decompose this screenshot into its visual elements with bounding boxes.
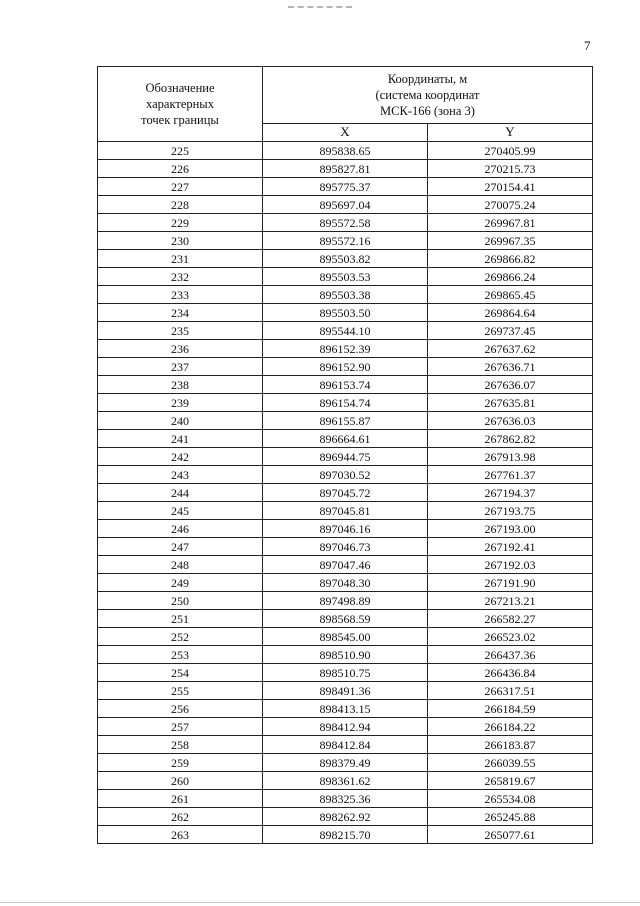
- x-coordinate-cell: 898361.62: [263, 772, 428, 790]
- x-coordinate-cell: 895572.58: [263, 214, 428, 232]
- x-coordinate-cell: 896155.87: [263, 412, 428, 430]
- table-row: [98, 520, 593, 538]
- point-id-cell: 239: [98, 394, 263, 412]
- table-row: [98, 628, 593, 646]
- point-id-cell: 244: [98, 484, 263, 502]
- point-id-cell: 256: [98, 700, 263, 718]
- table-row: [98, 160, 593, 178]
- header-x: X: [263, 123, 428, 141]
- header-y: Y: [428, 123, 593, 141]
- point-id-cell: 228: [98, 196, 263, 214]
- point-id-cell: 254: [98, 664, 263, 682]
- x-coordinate-cell: 898262.92: [263, 808, 428, 826]
- y-coordinate-cell: 266317.51: [428, 682, 593, 700]
- y-coordinate-cell: 270154.41: [428, 178, 593, 196]
- x-coordinate-cell: 895503.53: [263, 268, 428, 286]
- x-coordinate-cell: 895775.37: [263, 178, 428, 196]
- y-coordinate-cell: 266523.02: [428, 628, 593, 646]
- table-row: [98, 322, 593, 340]
- y-coordinate-cell: 269866.24: [428, 268, 593, 286]
- point-id-cell: 229: [98, 214, 263, 232]
- point-id-cell: 250: [98, 592, 263, 610]
- table-row: [98, 718, 593, 736]
- x-coordinate-cell: 898545.00: [263, 628, 428, 646]
- y-coordinate-cell: 266437.36: [428, 646, 593, 664]
- point-id-cell: 260: [98, 772, 263, 790]
- y-coordinate-cell: 270075.24: [428, 196, 593, 214]
- header-boundary-points: Обозначение характерных точек границы: [98, 67, 263, 142]
- point-id-cell: 232: [98, 268, 263, 286]
- x-coordinate-cell: 898215.70: [263, 826, 428, 844]
- table-row: [98, 178, 593, 196]
- x-coordinate-cell: 895572.16: [263, 232, 428, 250]
- table-row: [98, 808, 593, 826]
- table-row: [98, 664, 593, 682]
- point-id-cell: 252: [98, 628, 263, 646]
- table-row: [98, 790, 593, 808]
- x-coordinate-cell: 896153.74: [263, 376, 428, 394]
- y-coordinate-cell: 265819.67: [428, 772, 593, 790]
- table-row: [98, 592, 593, 610]
- table-row: [98, 700, 593, 718]
- y-coordinate-cell: 267193.00: [428, 520, 593, 538]
- coordinates-table-body: [98, 142, 593, 844]
- point-id-cell: 262: [98, 808, 263, 826]
- y-coordinate-cell: 267636.07: [428, 376, 593, 394]
- point-id-cell: 258: [98, 736, 263, 754]
- y-coordinate-cell: 266436.84: [428, 664, 593, 682]
- x-coordinate-cell: 898510.90: [263, 646, 428, 664]
- table-row: [98, 484, 593, 502]
- x-coordinate-cell: 898325.36: [263, 790, 428, 808]
- x-coordinate-cell: 896944.75: [263, 448, 428, 466]
- y-coordinate-cell: 269967.81: [428, 214, 593, 232]
- x-coordinate-cell: 897046.73: [263, 538, 428, 556]
- x-coordinate-cell: 897048.30: [263, 574, 428, 592]
- x-coordinate-cell: 898379.49: [263, 754, 428, 772]
- point-id-cell: 227: [98, 178, 263, 196]
- table-row: [98, 232, 593, 250]
- x-coordinate-cell: 895697.04: [263, 196, 428, 214]
- table-row: [98, 268, 593, 286]
- y-coordinate-cell: 267913.98: [428, 448, 593, 466]
- table-row: [98, 772, 593, 790]
- x-coordinate-cell: 898510.75: [263, 664, 428, 682]
- point-id-cell: 236: [98, 340, 263, 358]
- point-id-cell: 235: [98, 322, 263, 340]
- y-coordinate-cell: 267636.71: [428, 358, 593, 376]
- point-id-cell: 251: [98, 610, 263, 628]
- point-id-cell: 240: [98, 412, 263, 430]
- y-coordinate-cell: 266184.59: [428, 700, 593, 718]
- x-coordinate-cell: 898491.36: [263, 682, 428, 700]
- point-id-cell: 246: [98, 520, 263, 538]
- x-coordinate-cell: 897030.52: [263, 466, 428, 484]
- table-row: [98, 358, 593, 376]
- table-row: [98, 574, 593, 592]
- y-coordinate-cell: 265534.08: [428, 790, 593, 808]
- x-coordinate-cell: 896664.61: [263, 430, 428, 448]
- table-row: [98, 682, 593, 700]
- table-row: [98, 286, 593, 304]
- y-coordinate-cell: 267194.37: [428, 484, 593, 502]
- point-id-cell: 248: [98, 556, 263, 574]
- x-coordinate-cell: 897045.72: [263, 484, 428, 502]
- x-coordinate-cell: 895544.10: [263, 322, 428, 340]
- table-row: [98, 502, 593, 520]
- y-coordinate-cell: 267193.75: [428, 502, 593, 520]
- point-id-cell: 237: [98, 358, 263, 376]
- y-coordinate-cell: 269967.35: [428, 232, 593, 250]
- point-id-cell: 234: [98, 304, 263, 322]
- point-id-cell: 233: [98, 286, 263, 304]
- table-row: [98, 430, 593, 448]
- point-id-cell: 257: [98, 718, 263, 736]
- y-coordinate-cell: 266184.22: [428, 718, 593, 736]
- x-coordinate-cell: 896152.39: [263, 340, 428, 358]
- table-row: [98, 142, 593, 160]
- x-coordinate-cell: 895503.82: [263, 250, 428, 268]
- y-coordinate-cell: 270405.99: [428, 142, 593, 160]
- y-coordinate-cell: 266039.55: [428, 754, 593, 772]
- table-row: [98, 538, 593, 556]
- y-coordinate-cell: 267191.90: [428, 574, 593, 592]
- x-coordinate-cell: 897045.81: [263, 502, 428, 520]
- y-coordinate-cell: 269864.64: [428, 304, 593, 322]
- y-coordinate-cell: 269737.45: [428, 322, 593, 340]
- point-id-cell: 230: [98, 232, 263, 250]
- point-id-cell: 259: [98, 754, 263, 772]
- y-coordinate-cell: 265245.88: [428, 808, 593, 826]
- x-coordinate-cell: 895503.50: [263, 304, 428, 322]
- x-coordinate-cell: 898412.84: [263, 736, 428, 754]
- table-row: [98, 826, 593, 844]
- point-id-cell: 261: [98, 790, 263, 808]
- x-coordinate-cell: 895503.38: [263, 286, 428, 304]
- point-id-cell: 247: [98, 538, 263, 556]
- table-row: [98, 376, 593, 394]
- y-coordinate-cell: 269865.45: [428, 286, 593, 304]
- coordinates-table: [97, 66, 593, 844]
- scan-bottom-edge: [0, 902, 640, 903]
- point-id-cell: 238: [98, 376, 263, 394]
- point-id-cell: 231: [98, 250, 263, 268]
- point-id-cell: 225: [98, 142, 263, 160]
- x-coordinate-cell: 897046.16: [263, 520, 428, 538]
- page-number: 7: [584, 38, 591, 53]
- table-row: [98, 646, 593, 664]
- y-coordinate-cell: 267862.82: [428, 430, 593, 448]
- x-coordinate-cell: 898412.94: [263, 718, 428, 736]
- point-id-cell: 243: [98, 466, 263, 484]
- point-id-cell: 241: [98, 430, 263, 448]
- y-coordinate-cell: 267636.03: [428, 412, 593, 430]
- table-row: [98, 412, 593, 430]
- x-coordinate-cell: 895838.65: [263, 142, 428, 160]
- y-coordinate-cell: 267637.62: [428, 340, 593, 358]
- x-coordinate-cell: 898413.15: [263, 700, 428, 718]
- point-id-cell: 263: [98, 826, 263, 844]
- table-row: [98, 736, 593, 754]
- y-coordinate-cell: 269866.82: [428, 250, 593, 268]
- table-row: [98, 466, 593, 484]
- table-row: [98, 340, 593, 358]
- table-row: [98, 304, 593, 322]
- y-coordinate-cell: 266183.87: [428, 736, 593, 754]
- x-coordinate-cell: 895827.81: [263, 160, 428, 178]
- point-id-cell: 253: [98, 646, 263, 664]
- point-id-cell: 245: [98, 502, 263, 520]
- x-coordinate-cell: 896154.74: [263, 394, 428, 412]
- table-row: [98, 556, 593, 574]
- table-row: [98, 214, 593, 232]
- y-coordinate-cell: 267192.03: [428, 556, 593, 574]
- scan-artifact-mark: [288, 6, 352, 11]
- y-coordinate-cell: 270215.73: [428, 160, 593, 178]
- x-coordinate-cell: 897047.46: [263, 556, 428, 574]
- header-coordinates: Координаты, м (система координат МСК-166 (зона 3): [263, 67, 593, 124]
- y-coordinate-cell: 266582.27: [428, 610, 593, 628]
- point-id-cell: 226: [98, 160, 263, 178]
- table-row: [98, 754, 593, 772]
- y-coordinate-cell: 267192.41: [428, 538, 593, 556]
- table-row: [98, 448, 593, 466]
- y-coordinate-cell: 267213.21: [428, 592, 593, 610]
- point-id-cell: 255: [98, 682, 263, 700]
- y-coordinate-cell: 267635.81: [428, 394, 593, 412]
- y-coordinate-cell: 267761.37: [428, 466, 593, 484]
- x-coordinate-cell: 898568.59: [263, 610, 428, 628]
- table-row: [98, 610, 593, 628]
- table-row: [98, 250, 593, 268]
- x-coordinate-cell: 896152.90: [263, 358, 428, 376]
- point-id-cell: 249: [98, 574, 263, 592]
- x-coordinate-cell: 897498.89: [263, 592, 428, 610]
- table-row: [98, 196, 593, 214]
- table-row: [98, 394, 593, 412]
- point-id-cell: 242: [98, 448, 263, 466]
- y-coordinate-cell: 265077.61: [428, 826, 593, 844]
